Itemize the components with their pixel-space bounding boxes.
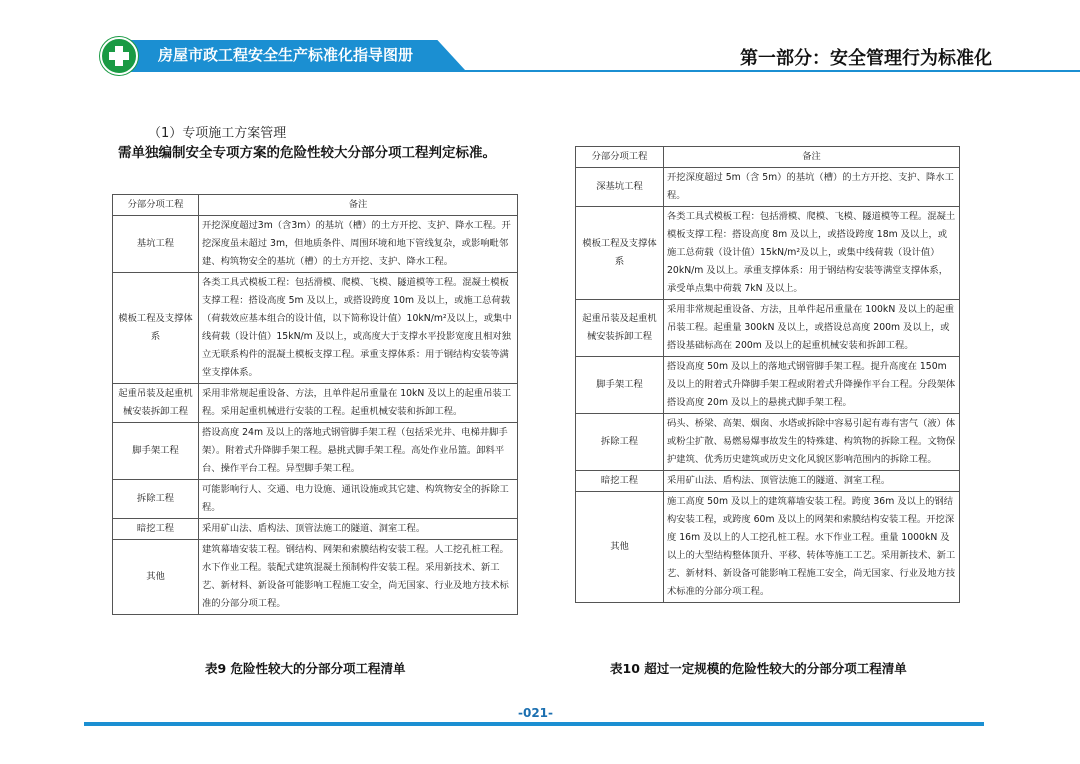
column-header: 分部分项工程: [576, 147, 664, 168]
category-cell: 拆除工程: [113, 480, 199, 519]
table-9: [112, 194, 518, 615]
table-header-row: [113, 195, 518, 216]
note-cell: 建筑幕墙安装工程。钢结构、网架和索膜结构安装工程。人工挖孔桩工程。水下作业工程。装配式建筑混凝土预制构件安装工程。采用新技术、新工艺、新材料、新设备可能影响工程施工安全，尚无国家、行业及地方技术标准的分部分项工程。: [199, 540, 518, 615]
note-cell: 开挖深度超过 5m（含 5m）的基坑（槽）的土方开挖、支护、降水工程。: [664, 168, 960, 207]
table-row: [576, 168, 960, 207]
category-cell: 脚手架工程: [113, 423, 199, 480]
category-cell: 基坑工程: [113, 216, 199, 273]
note-cell: 码头、桥梁、高架、烟囱、水塔或拆除中容易引起有毒有害气（液）体或粉尘扩散、易燃易爆事故发生的特殊建、构筑物的拆除工程。文物保护建筑、优秀历史建筑或历史文化风貌区影响范围内的拆除工程。: [664, 414, 960, 471]
table-9-caption: 表9 危险性较大的分部分项工程清单: [205, 661, 406, 676]
table-row: [113, 273, 518, 384]
note-cell: 搭设高度 24m 及以上的落地式钢管脚手架工程（包括采光井、电梯井脚手架）。附着式升降脚手架工程。悬挑式脚手架工程。高处作业吊篮。卸料平台、操作平台工程。异型脚手架工程。: [199, 423, 518, 480]
table-row: [576, 207, 960, 300]
category-cell: 深基坑工程: [576, 168, 664, 207]
table-row: [113, 423, 518, 480]
category-cell: 模板工程及支撑体系: [113, 273, 199, 384]
section-lead: 需单独编制安全专项方案的危险性较大分部分项工程判定标准。: [118, 145, 496, 161]
table-row: [576, 357, 960, 414]
note-cell: 采用非常规起重设备、方法，且单件起吊重量在 100kN 及以上的起重吊装工程。起重量 300kN 及以上，或搭设总高度 200m 及以上，或搭设基础标高在 200m 及以上的起重机械安装和拆卸工程。: [664, 300, 960, 357]
column-header: 分部分项工程: [113, 195, 199, 216]
section-heading: （1）专项施工方案管理: [148, 126, 287, 141]
note-cell: 各类工具式模板工程：包括滑模、爬模、飞模、隧道模等工程。混凝土模板支撑工程：搭设高度 5m 及以上，或搭设跨度 10m 及以上，或施工总荷载（荷载效应基本组合的设计值，以下简称设计值）10kN/m²及以上，或集中线荷载（设计值）15kN/m 及以上，或高度大于支撑水平投影宽度且相对独立无联系构件的混凝土模板支撑工程。承重支撑体系：用于钢结构安装等满堂支撑体系。: [199, 273, 518, 384]
category-cell: 起重吊装及起重机械安装拆卸工程: [113, 384, 199, 423]
table-row: [576, 471, 960, 492]
note-cell: 开挖深度超过3m（含3m）的基坑（槽）的土方开挖、支护、降水工程。开挖深度虽未超过 3m，但地质条件、周围环境和地下管线复杂，或影响毗邻建、构筑物安全的基坑（槽）的土方开挖、支护、降水工程。: [199, 216, 518, 273]
category-cell: 暗挖工程: [576, 471, 664, 492]
table-row: [113, 519, 518, 540]
note-cell: 采用非常规起重设备、方法，且单件起吊重量在 10kN 及以上的起重吊装工程。采用起重机械进行安装的工程。起重机械安装和拆卸工程。: [199, 384, 518, 423]
category-cell: 暗挖工程: [113, 519, 199, 540]
category-cell: 脚手架工程: [576, 357, 664, 414]
category-cell: 其他: [576, 492, 664, 603]
document-title: 房屋市政工程安全生产标准化指导图册: [158, 46, 414, 64]
header-rule: [120, 70, 1080, 72]
note-cell: 可能影响行人、交通、电力设施、通讯设施或其它建、构筑物安全的拆除工程。: [199, 480, 518, 519]
table-row: [113, 216, 518, 273]
category-cell: 拆除工程: [576, 414, 664, 471]
table-row: [113, 540, 518, 615]
table-row: [576, 414, 960, 471]
table-header-row: [576, 147, 960, 168]
note-cell: 采用矿山法、盾构法、顶管法施工的隧道、洞室工程。: [199, 519, 518, 540]
category-cell: 其他: [113, 540, 199, 615]
note-cell: 搭设高度 50m 及以上的落地式钢管脚手架工程。提升高度在 150m 及以上的附着式升降脚手架工程或附着式升降操作平台工程。分段架体搭设高度 20m 及以上的悬挑式脚手架工程。: [664, 357, 960, 414]
page-number: -021-: [518, 706, 554, 720]
table-row: [576, 300, 960, 357]
category-cell: 模板工程及支撑体系: [576, 207, 664, 300]
table-10: [575, 146, 960, 603]
table-10-caption: 表10 超过一定规模的危险性较大的分部分项工程清单: [610, 661, 907, 676]
column-header: 备注: [199, 195, 518, 216]
note-cell: 施工高度 50m 及以上的建筑幕墙安装工程。跨度 36m 及以上的钢结构安装工程，或跨度 60m 及以上的网架和索膜结构安装工程。开挖深度 16m 及以上的人工挖孔桩工程。水下作业工程。重量 1000kN 及以上的大型结构整体顶升、平移、转体等施工工艺。采用新技术、新工艺、新材料、新设备可能影响工程施工安全，尚无国家、行业及地方技术标准的分部分项工程。: [664, 492, 960, 603]
note-cell: 各类工具式模板工程：包括滑模、爬模、飞模、隧道模等工程。混凝土模板支撑工程：搭设高度 8m 及以上，或搭设跨度 18m 及以上，或施工总荷载（设计值）15kN/m²及以上，或集中线荷载（设计值）20kN/m 及以上。承重支撑体系：用于钢结构安装等满堂支撑体系，承受单点集中荷载 7kN 及以上。: [664, 207, 960, 300]
table-row: [113, 480, 518, 519]
note-cell: 采用矿山法、盾构法、顶管法施工的隧道、洞室工程。: [664, 471, 960, 492]
part-title: 第一部分：安全管理行为标准化: [740, 48, 992, 69]
table-row: [113, 384, 518, 423]
safety-cross-logo-icon: [100, 37, 138, 75]
footer-rule: [84, 722, 984, 726]
column-header: 备注: [664, 147, 960, 168]
category-cell: 起重吊装及起重机械安装拆卸工程: [576, 300, 664, 357]
table-row: [576, 492, 960, 603]
